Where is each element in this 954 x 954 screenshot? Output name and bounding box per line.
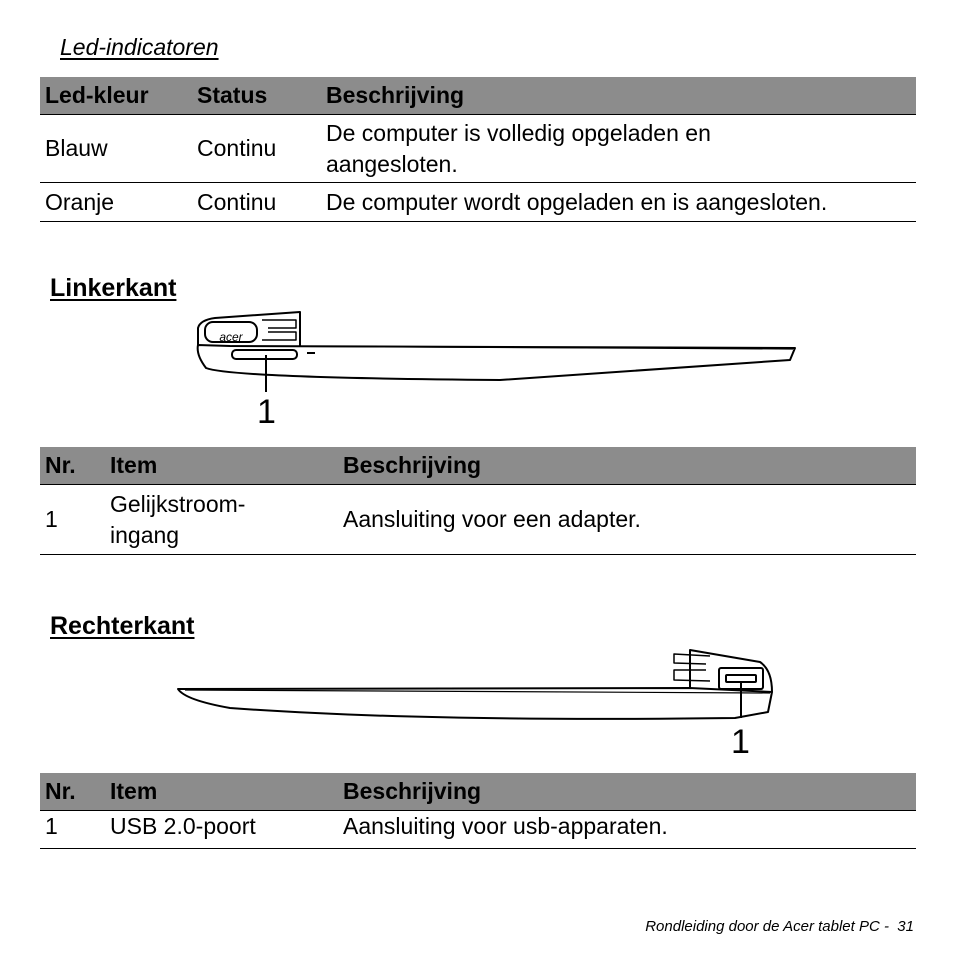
column-header: Beschrijving: [321, 77, 916, 115]
left-side-table: [40, 447, 916, 555]
column-header: Beschrijving: [338, 447, 916, 485]
column-header: Led-kleur: [40, 77, 192, 115]
table-header-row: [40, 773, 916, 811]
description-cell: De computer is volledig opgeladen en aangesloten.: [321, 115, 916, 183]
table-header-row: [40, 77, 916, 115]
number-cell: 1: [40, 485, 105, 555]
column-header: Item: [105, 447, 338, 485]
right-callout-number: 1: [731, 723, 750, 761]
column-header: Nr.: [40, 773, 105, 811]
led-color-cell: Oranje: [40, 183, 192, 222]
item-cell: USB 2.0-poort: [105, 811, 338, 849]
table-row: [40, 115, 916, 183]
table-row: [40, 485, 916, 555]
tablet-left-side-illustration: [0, 305, 954, 425]
left-callout-number: 1: [257, 393, 276, 431]
led-table: [40, 77, 916, 222]
tablet-right-side-illustration: [0, 645, 954, 725]
page-footer: Rondleiding door de Acer tablet PC - 31: [645, 918, 914, 935]
description-cell: Aansluiting voor een adapter.: [338, 485, 916, 555]
item-cell: Gelijkstroom-ingang: [105, 485, 338, 555]
column-header: Nr.: [40, 447, 105, 485]
right-side-title: Rechterkant: [50, 612, 195, 640]
table-header-row: [40, 447, 916, 485]
led-color-cell: Blauw: [40, 115, 192, 183]
column-header: Status: [192, 77, 321, 115]
number-cell: 1: [40, 811, 105, 849]
led-section-title: Led-indicatoren: [60, 34, 219, 60]
table-row: [40, 811, 916, 849]
column-header: Item: [105, 773, 338, 811]
status-cell: Continu: [192, 183, 321, 222]
table-row: [40, 183, 916, 222]
left-side-title: Linkerkant: [50, 274, 177, 302]
description-cell: De computer wordt opgeladen en is aangesloten.: [321, 183, 916, 222]
description-cell: Aansluiting voor usb-apparaten.: [338, 811, 916, 849]
right-side-table: [40, 773, 916, 849]
acer-logo-text: acer: [219, 330, 243, 344]
column-header: Beschrijving: [338, 773, 916, 811]
status-cell: Continu: [192, 115, 321, 183]
